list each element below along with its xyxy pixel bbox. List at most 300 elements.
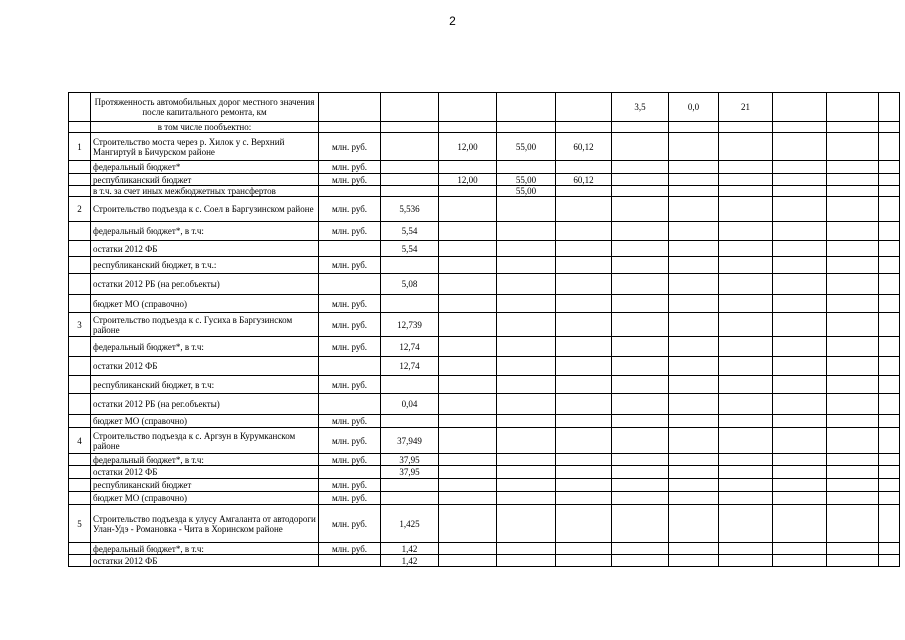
value-cell [719, 241, 773, 257]
row-number [69, 174, 91, 186]
value-cell [612, 295, 669, 313]
value-cell [827, 122, 879, 133]
value-cell [879, 257, 900, 274]
value-cell [556, 161, 612, 174]
value-cell [381, 186, 439, 197]
value-cell [439, 241, 497, 257]
value-cell [773, 555, 827, 567]
table-row [69, 197, 900, 222]
value-cell [497, 313, 556, 337]
row-number [69, 274, 91, 295]
value-cell [669, 241, 719, 257]
value-cell [612, 174, 669, 186]
table-row [69, 428, 900, 454]
value-cell [381, 295, 439, 313]
value-cell [497, 466, 556, 479]
row-number [69, 394, 91, 415]
value-cell [719, 197, 773, 222]
value-cell [879, 161, 900, 174]
value-cell [556, 428, 612, 454]
row-name: республиканский бюджет [91, 174, 319, 186]
row-number [69, 93, 91, 122]
value-cell [439, 257, 497, 274]
value-cell [381, 174, 439, 186]
value-cell [719, 543, 773, 555]
value-cell [556, 454, 612, 466]
value-cell [556, 313, 612, 337]
value-cell [773, 274, 827, 295]
value-cell [879, 454, 900, 466]
row-name: остатки 2012 РБ (на рег.объекты) [91, 394, 319, 415]
value-cell [556, 357, 612, 376]
value-cell [719, 257, 773, 274]
value-cell [439, 197, 497, 222]
value-cell [669, 186, 719, 197]
value-cell [497, 394, 556, 415]
value-cell [773, 505, 827, 543]
value-cell [556, 197, 612, 222]
value-cell [719, 454, 773, 466]
value-cell [827, 93, 879, 122]
value-cell [612, 505, 669, 543]
value-cell [439, 466, 497, 479]
value-cell: 55,00 [497, 186, 556, 197]
value-cell: 12,00 [439, 174, 497, 186]
row-unit: млн. руб. [319, 295, 381, 313]
row-name: остатки 2012 ФБ [91, 357, 319, 376]
table-row [69, 394, 900, 415]
row-unit: млн. руб. [319, 161, 381, 174]
value-cell [827, 428, 879, 454]
value-cell [497, 122, 556, 133]
value-cell [556, 492, 612, 505]
value-cell [439, 376, 497, 394]
value-cell [827, 505, 879, 543]
value-cell [773, 122, 827, 133]
table-row [69, 357, 900, 376]
value-cell [612, 428, 669, 454]
value-cell [719, 133, 773, 161]
row-name: республиканский бюджет [91, 479, 319, 492]
value-cell [381, 257, 439, 274]
value-cell [612, 222, 669, 241]
row-unit [319, 357, 381, 376]
table-row [69, 492, 900, 505]
value-cell: 55,00 [497, 133, 556, 161]
value-cell [669, 376, 719, 394]
table-row [69, 222, 900, 241]
value-cell [669, 174, 719, 186]
row-name: остатки 2012 ФБ [91, 555, 319, 567]
row-number [69, 241, 91, 257]
value-cell [719, 492, 773, 505]
value-cell [669, 492, 719, 505]
row-number [69, 257, 91, 274]
row-number [69, 543, 91, 555]
value-cell [719, 479, 773, 492]
value-cell [381, 93, 439, 122]
value-cell [827, 337, 879, 357]
value-cell: 5,08 [381, 274, 439, 295]
table-row [69, 174, 900, 186]
value-cell [439, 428, 497, 454]
value-cell [773, 186, 827, 197]
row-name: Строительство подъезда к с. Аргзун в Курумканском районе [91, 428, 319, 454]
row-name: республиканский бюджет, в т.ч.: [91, 257, 319, 274]
value-cell [827, 133, 879, 161]
table-row [69, 313, 900, 337]
value-cell [879, 543, 900, 555]
row-number [69, 186, 91, 197]
value-cell [612, 337, 669, 357]
value-cell [879, 466, 900, 479]
value-cell [439, 454, 497, 466]
value-cell: 1,42 [381, 555, 439, 567]
row-name: бюджет МО (справочно) [91, 295, 319, 313]
value-cell [669, 505, 719, 543]
value-cell [773, 415, 827, 428]
row-name: федеральный бюджет*, в т.ч: [91, 543, 319, 555]
value-cell [827, 543, 879, 555]
value-cell [497, 428, 556, 454]
table-row [69, 505, 900, 543]
value-cell [773, 394, 827, 415]
value-cell [827, 295, 879, 313]
value-cell [612, 555, 669, 567]
value-cell [612, 161, 669, 174]
value-cell [773, 295, 827, 313]
value-cell [612, 415, 669, 428]
value-cell [497, 492, 556, 505]
value-cell: 12,74 [381, 337, 439, 357]
value-cell [612, 313, 669, 337]
value-cell [773, 313, 827, 337]
value-cell [719, 394, 773, 415]
table-row [69, 543, 900, 555]
row-number [69, 122, 91, 133]
row-name: остатки 2012 РБ (на рег.объекты) [91, 274, 319, 295]
value-cell [669, 466, 719, 479]
value-cell [827, 454, 879, 466]
value-cell [497, 337, 556, 357]
value-cell [669, 543, 719, 555]
row-name: остатки 2012 ФБ [91, 466, 319, 479]
value-cell [827, 376, 879, 394]
row-unit: млн. руб. [319, 543, 381, 555]
value-cell [556, 274, 612, 295]
table-row [69, 133, 900, 161]
value-cell [719, 122, 773, 133]
value-cell [773, 197, 827, 222]
value-cell [879, 241, 900, 257]
value-cell [556, 337, 612, 357]
value-cell [773, 161, 827, 174]
row-name: в т.ч. за счет иных межбюджетных трансфертов [91, 186, 319, 197]
value-cell [879, 492, 900, 505]
value-cell [827, 357, 879, 376]
table-row [69, 555, 900, 567]
value-cell [669, 313, 719, 337]
value-cell [879, 428, 900, 454]
table-row [69, 454, 900, 466]
row-number [69, 466, 91, 479]
row-unit: млн. руб. [319, 428, 381, 454]
row-name: Строительство подъезда к с. Соел в Баргузинском районе [91, 197, 319, 222]
value-cell [879, 376, 900, 394]
value-cell: 5,54 [381, 222, 439, 241]
value-cell [612, 466, 669, 479]
value-cell [879, 505, 900, 543]
value-cell [719, 161, 773, 174]
value-cell [612, 186, 669, 197]
row-number [69, 295, 91, 313]
value-cell [439, 505, 497, 543]
value-cell [773, 466, 827, 479]
value-cell [669, 295, 719, 313]
value-cell [439, 479, 497, 492]
value-cell [719, 466, 773, 479]
row-name: бюджет МО (справочно) [91, 492, 319, 505]
value-cell [669, 133, 719, 161]
value-cell [773, 257, 827, 274]
value-cell: 0,04 [381, 394, 439, 415]
value-cell [719, 428, 773, 454]
value-cell [439, 222, 497, 241]
value-cell: 12,00 [439, 133, 497, 161]
row-name: Строительство подъезда к улусу Амгаланта от автодороги Улан-Удэ - Романовка - Чита в Хоринском районе [91, 505, 319, 543]
value-cell [381, 133, 439, 161]
value-cell [719, 415, 773, 428]
value-cell [556, 93, 612, 122]
value-cell [381, 415, 439, 428]
row-unit: млн. руб. [319, 505, 381, 543]
row-unit [319, 394, 381, 415]
value-cell [879, 479, 900, 492]
row-unit [319, 93, 381, 122]
value-cell [556, 505, 612, 543]
value-cell [669, 555, 719, 567]
value-cell [719, 505, 773, 543]
value-cell [497, 543, 556, 555]
value-cell [439, 492, 497, 505]
value-cell [827, 394, 879, 415]
row-name: Строительство подъезда к с. Гусиха в Баргузинском районе [91, 313, 319, 337]
value-cell [439, 337, 497, 357]
table-row [69, 274, 900, 295]
value-cell [556, 543, 612, 555]
value-cell [612, 376, 669, 394]
value-cell [612, 274, 669, 295]
value-cell [381, 122, 439, 133]
value-cell [827, 161, 879, 174]
value-cell [773, 174, 827, 186]
value-cell [669, 454, 719, 466]
row-unit: млн. руб. [319, 479, 381, 492]
value-cell: 3,5 [612, 93, 669, 122]
table-row [69, 337, 900, 357]
row-unit [319, 466, 381, 479]
row-name: федеральный бюджет*, в т.ч: [91, 454, 319, 466]
value-cell: 21 [719, 93, 773, 122]
value-cell: 37,949 [381, 428, 439, 454]
value-cell [879, 337, 900, 357]
table-row [69, 295, 900, 313]
value-cell [827, 241, 879, 257]
value-cell [497, 505, 556, 543]
value-cell [556, 186, 612, 197]
value-cell [556, 555, 612, 567]
table-row [69, 122, 900, 133]
row-unit [319, 186, 381, 197]
value-cell [827, 174, 879, 186]
row-number [69, 376, 91, 394]
value-cell [827, 197, 879, 222]
value-cell [556, 295, 612, 313]
value-cell [827, 466, 879, 479]
value-cell [497, 93, 556, 122]
row-number [69, 479, 91, 492]
value-cell [556, 479, 612, 492]
value-cell [497, 161, 556, 174]
value-cell [612, 133, 669, 161]
value-cell [381, 492, 439, 505]
value-cell [439, 543, 497, 555]
row-number [69, 415, 91, 428]
row-unit [319, 274, 381, 295]
value-cell [612, 394, 669, 415]
value-cell [827, 415, 879, 428]
value-cell [773, 93, 827, 122]
row-unit: млн. руб. [319, 492, 381, 505]
row-name: Протяженность автомобильных дорог местного значения после капитального ремонта, км [91, 93, 319, 122]
value-cell [879, 133, 900, 161]
value-cell [439, 186, 497, 197]
row-unit: млн. руб. [319, 415, 381, 428]
value-cell [439, 122, 497, 133]
value-cell [879, 197, 900, 222]
value-cell [612, 492, 669, 505]
row-name: Строительство моста через р. Хилок у с. Верхний Мангиртуй в Бичурском районе [91, 133, 319, 161]
value-cell: 12,739 [381, 313, 439, 337]
row-number [69, 222, 91, 241]
table-row [69, 257, 900, 274]
value-cell [612, 257, 669, 274]
value-cell [556, 257, 612, 274]
value-cell [497, 274, 556, 295]
value-cell [439, 415, 497, 428]
value-cell [773, 428, 827, 454]
value-cell [773, 222, 827, 241]
row-name: бюджет МО (справочно) [91, 415, 319, 428]
value-cell [556, 222, 612, 241]
value-cell: 1,42 [381, 543, 439, 555]
row-unit [319, 555, 381, 567]
value-cell [719, 337, 773, 357]
value-cell: 37,95 [381, 466, 439, 479]
value-cell [556, 394, 612, 415]
value-cell [669, 274, 719, 295]
value-cell [719, 174, 773, 186]
value-cell [827, 222, 879, 241]
row-unit [319, 122, 381, 133]
value-cell [497, 357, 556, 376]
row-unit: млн. руб. [319, 337, 381, 357]
value-cell [879, 174, 900, 186]
row-number [69, 454, 91, 466]
row-unit: млн. руб. [319, 197, 381, 222]
table-row [69, 93, 900, 122]
value-cell: 60,12 [556, 174, 612, 186]
value-cell [612, 197, 669, 222]
table-row [69, 161, 900, 174]
value-cell [612, 241, 669, 257]
value-cell [612, 479, 669, 492]
value-cell [719, 295, 773, 313]
value-cell [773, 133, 827, 161]
value-cell [381, 376, 439, 394]
value-cell [719, 376, 773, 394]
row-unit: млн. руб. [319, 313, 381, 337]
row-name: федеральный бюджет*, в т.ч: [91, 222, 319, 241]
value-cell [497, 197, 556, 222]
value-cell [556, 122, 612, 133]
value-cell [827, 257, 879, 274]
value-cell [827, 274, 879, 295]
table-row [69, 241, 900, 257]
row-name: в том числе пообъектно: [91, 122, 319, 133]
value-cell: 55,00 [497, 174, 556, 186]
value-cell [879, 122, 900, 133]
value-cell: 12,74 [381, 357, 439, 376]
page-number: 2 [449, 14, 456, 28]
value-cell [879, 93, 900, 122]
value-cell: 0,0 [669, 93, 719, 122]
value-cell [669, 222, 719, 241]
row-number [69, 555, 91, 567]
value-cell [669, 257, 719, 274]
value-cell [381, 479, 439, 492]
row-unit: млн. руб. [319, 174, 381, 186]
value-cell [669, 394, 719, 415]
row-number [69, 161, 91, 174]
table-row [69, 186, 900, 197]
row-unit: млн. руб. [319, 454, 381, 466]
value-cell [879, 313, 900, 337]
table-row [69, 466, 900, 479]
value-cell [439, 313, 497, 337]
row-name: федеральный бюджет* [91, 161, 319, 174]
budget-table [68, 92, 900, 567]
row-number: 5 [69, 505, 91, 543]
value-cell [827, 313, 879, 337]
value-cell [669, 415, 719, 428]
value-cell [773, 241, 827, 257]
value-cell [497, 295, 556, 313]
value-cell [497, 555, 556, 567]
value-cell [879, 555, 900, 567]
value-cell [879, 186, 900, 197]
value-cell: 5,54 [381, 241, 439, 257]
value-cell [612, 122, 669, 133]
value-cell [669, 122, 719, 133]
value-cell [556, 466, 612, 479]
value-cell [669, 197, 719, 222]
value-cell [827, 186, 879, 197]
table-row [69, 479, 900, 492]
value-cell [879, 222, 900, 241]
value-cell [879, 394, 900, 415]
value-cell [773, 357, 827, 376]
